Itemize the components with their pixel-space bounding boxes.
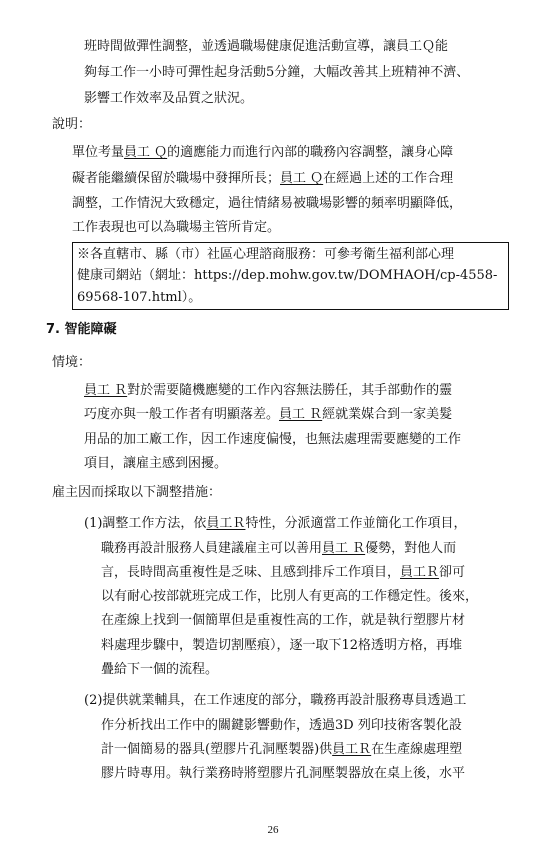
explanation-label: 說明： [52, 117, 92, 132]
measure-1-line-1 [84, 517, 466, 531]
text-segment: (1)調整工作方法，依 [84, 516, 207, 531]
measure-1-line-7: 疊給下一個的流程。 [101, 662, 219, 677]
intro-line-3: 影響工作效率及品質之狀況。 [84, 91, 254, 106]
text-segment: 優勢，對他人而 [365, 541, 457, 556]
situation-line-3: 用品的加工廠工作，因工作速度偏慢，也無法處理需要應變的工作 [84, 432, 462, 447]
text-segment: 巧度亦與一般工作者有明顯落差。 [84, 407, 280, 422]
situation-line-2 [84, 408, 452, 422]
explanation-line-3: 調整，工作情況大致穩定，過往情緒易被職場影響的頻率明顯降低， [72, 196, 463, 211]
text-segment: 對於需要隨機應變的工作內容無法勝任，其手部動作的靈 [127, 383, 453, 398]
text-segment: 經就業媒合到一家美髮 [322, 407, 453, 422]
intro-line-2: 夠每工作一小時可彈性起身活動5分鐘，大幅改善其上班精神不濟、 [84, 65, 470, 80]
employee-q-name: 員工 Ｑ [124, 145, 168, 160]
measure-2-line-1: (2)提供就業輔具，在工作速度的部分，職務再設計服務專員透過工 [84, 693, 467, 708]
measure-1-line-2 [101, 542, 456, 556]
text-segment: 計一個簡易的器具(塑膠片孔洞壓製器)供 [101, 742, 333, 757]
note-line-1: ※各直轄市、縣（市）社區心理諮商服務：可參考衛生福利部心理 [77, 247, 455, 262]
situation-line-1 [84, 384, 452, 398]
measure-1-line-5: 在產線上找到一個簡單但是重複性高的工作，就是執行塑膠片材 [101, 613, 466, 628]
text-segment: 特性，分派適當工作並簡化工作項目， [245, 516, 467, 531]
situation-line-4: 項目，讓雇主感到困擾。 [84, 456, 228, 471]
explanation-line-4: 工作表現也可以為職場主管所肯定。 [72, 220, 281, 235]
explanation-line-2 [72, 172, 453, 186]
text-segment: 在生產線處理塑 [371, 742, 463, 757]
intro-line-1: 班時間做彈性調整，並透過職場健康促進活動宣導，讓員工Ｑ能 [84, 39, 449, 54]
employee-r-name: 員工 Ｒ [84, 383, 128, 398]
section-heading: 7. 智能障礙 [46, 322, 117, 337]
text-segment: 的適應能力而進行內部的職務內容調整，讓身心障 [167, 145, 454, 160]
measure-2-line-4: 膠片時專用。執行業務時將塑膠片孔洞壓製器放在桌上後，水平 [101, 766, 466, 781]
measure-1-line-3 [101, 566, 465, 580]
employee-r-name: 員工Ｒ [332, 742, 372, 757]
measure-1-line-4: 以有耐心按部就班完成工作，比別人有更高的工作穩定性。後來， [101, 589, 479, 604]
measure-2-line-2: 作分析找出工作中的關鍵影響動作，透過3D 列印技術客製化設 [101, 718, 462, 733]
text-segment: 礙者能繼續保留於職場中發揮所長； [72, 171, 281, 186]
measure-2-line-3 [101, 743, 462, 757]
explanation-line-1 [72, 146, 453, 160]
page-number: 26 [267, 824, 279, 836]
employee-q-name: 員工 Ｑ [280, 171, 324, 186]
note-line-2: 健康司網站（網址：https://dep.mohw.gov.tw/DOMHAOH/cp-4558- [77, 268, 498, 283]
note-line-3: 69568-107.html）。 [77, 290, 202, 305]
measure-1-line-6: 料處理步驟中，製造切割壓痕），逐一取下12格透明方格，再堆 [101, 638, 463, 653]
text-segment: 單位考量 [72, 145, 125, 160]
text-segment: 言，長時間高重複性是乏味、且感到排斥工作項目， [101, 565, 401, 580]
situation-label: 情境： [52, 355, 92, 370]
text-segment: 職務再設計服務人員建議雇主可以善用 [101, 541, 323, 556]
employee-r-name: 員工 Ｒ [279, 407, 323, 422]
employer-measures-label: 雇主因而採取以下調整措施： [52, 485, 222, 500]
employee-r-name: 員工Ｒ [206, 516, 246, 531]
employee-r-name: 員工 Ｒ [322, 541, 366, 556]
employee-r-name: 員工Ｒ [400, 565, 440, 580]
text-segment: 在經過上述的工作合理 [323, 171, 454, 186]
text-segment: 卻可 [439, 565, 466, 580]
